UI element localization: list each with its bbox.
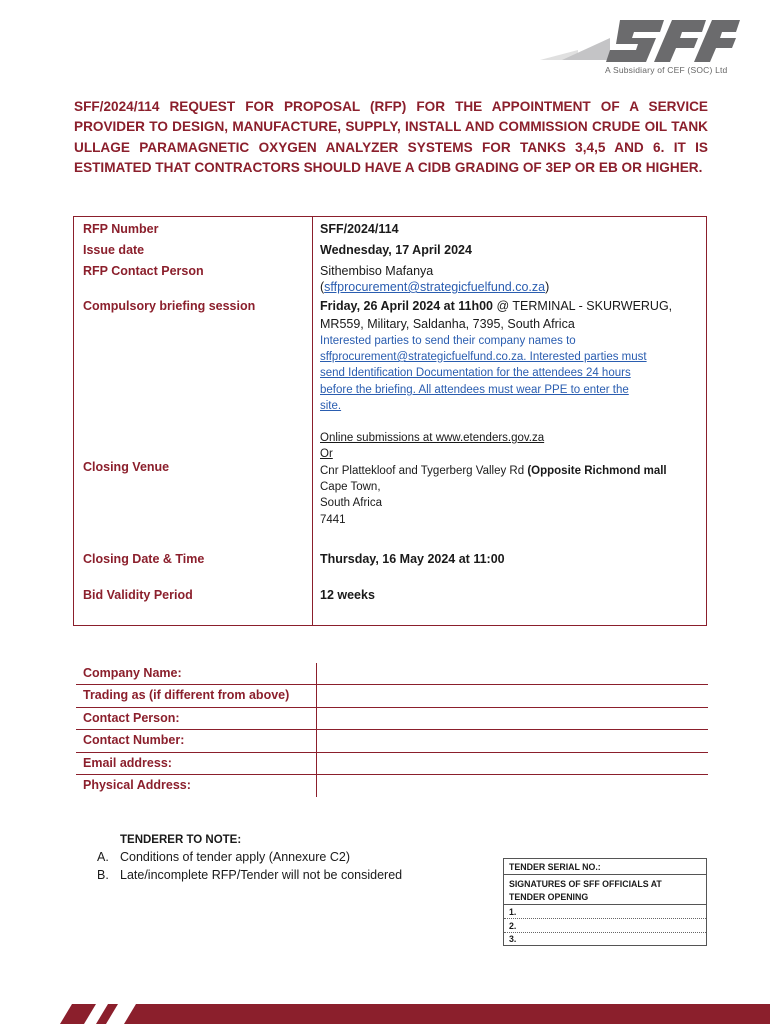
logo-subsidiary-text: A Subsidiary of CEF (SOC) Ltd	[605, 65, 728, 75]
bid-validity-label: Bid Validity Period	[83, 588, 193, 602]
notes-title: TENDERER TO NOTE:	[120, 834, 242, 846]
briefing-details-line-1	[320, 298, 672, 314]
form-label: Company Name:	[83, 666, 182, 680]
briefing-note-3[interactable]: send Identification Documentation for the attendees 24 hours	[320, 367, 631, 379]
contact-email-line	[320, 279, 549, 295]
venue-address-3: South Africa	[320, 497, 383, 509]
form-row-contact-number[interactable]	[76, 730, 708, 752]
briefing-where-1: @ TERMINAL - SKURWERUG,	[493, 299, 673, 313]
footer-stripe	[60, 1004, 96, 1024]
form-row-physical-address[interactable]	[76, 775, 708, 797]
form-label: Trading as (if different from above)	[83, 688, 290, 703]
signature-row-2[interactable]: 2.	[504, 920, 706, 933]
venue-address-1	[320, 463, 667, 479]
form-row-contact-person[interactable]	[76, 708, 708, 730]
form-row-company-name[interactable]	[76, 663, 708, 685]
table-column-divider	[312, 217, 313, 625]
venue-address-2: Cape Town,	[320, 481, 381, 493]
form-label: Contact Person:	[83, 710, 180, 725]
briefing-when: Friday, 26 April 2024 at 11h00	[320, 299, 494, 313]
closing-date-label: Closing Date & Time	[83, 552, 205, 566]
logo-swoosh-mid	[562, 38, 610, 60]
footer-stripe	[96, 1004, 118, 1024]
note-text: Late/incomplete RFP/Tender will not be considered	[120, 868, 403, 882]
footer-stripes	[0, 1000, 770, 1024]
form-label: Contact Number:	[83, 733, 185, 748]
paren-close: )	[545, 280, 550, 294]
issue-date-label: Issue date	[83, 243, 145, 257]
contact-email-link[interactable]: sffprocurement@strategicfuelfund.co.za	[324, 280, 546, 294]
form-row-email[interactable]	[76, 753, 708, 775]
venue-street: Cnr Plattekloof and Tygerberg Valley Rd	[320, 465, 528, 477]
note-item	[97, 850, 350, 864]
closing-venue-label: Closing Venue	[83, 460, 170, 474]
briefing-note-1: Interested parties to send their company names to	[320, 335, 576, 347]
company-details-form	[76, 663, 708, 797]
briefing-note-5[interactable]: site.	[320, 400, 342, 412]
bid-validity-value: 12 weeks	[320, 588, 375, 602]
note-key: A.	[97, 850, 109, 864]
footer-band	[124, 1004, 770, 1024]
contact-person-label: RFP Contact Person	[83, 264, 204, 278]
note-item	[97, 868, 402, 882]
briefing-where-2: MR559, Military, Saldanha, 7395, South Africa	[320, 317, 575, 331]
serial-label: TENDER SERIAL NO.:	[504, 859, 706, 875]
note-text: Conditions of tender apply (Annexure C2)	[120, 850, 350, 864]
issue-date-value: Wednesday, 17 April 2024	[320, 243, 472, 257]
tender-serial-box	[503, 858, 707, 946]
rfp-number-label: RFP Number	[83, 222, 159, 236]
closing-date-value: Thursday, 16 May 2024 at 11:00	[320, 552, 505, 566]
signature-row-1[interactable]: 1.	[504, 906, 706, 919]
note-key: B.	[97, 868, 109, 882]
venue-landmark: (Opposite Richmond mall	[527, 465, 667, 477]
venue-online[interactable]: Online submissions at www.etenders.gov.za	[320, 432, 545, 444]
rfp-number-value: SFF/2024/114	[320, 222, 399, 236]
rfp-details-table	[73, 216, 707, 626]
signature-row-3[interactable]: 3.	[509, 934, 517, 944]
briefing-note-2[interactable]: sffprocurement@strategicfuelfund.co.za. Interested parties must	[320, 351, 647, 363]
signatures-label	[504, 875, 706, 905]
document-title: SFF/2024/114 REQUEST FOR PROPOSAL (RFP) FOR THE APPOINTMENT OF A SERVICE PROVIDER TO DESIGN, MANUFACTURE, SUPPLY, INSTALL AND COMMISSION CRUDE OIL TANK ULLAGE PARAMAGNETIC OXYGEN ANALYZER SYSTEMS FOR TANKS 3,4,5 AND 6. IT IS ESTIMATED THAT CONTRACTORS SHOULD HAVE A CIDB GRADING OF 3EP OR EB OR HIGHER.	[74, 99, 708, 176]
form-label: Physical Address:	[83, 778, 191, 792]
venue-address-4: 7441	[320, 514, 346, 526]
briefing-note-4[interactable]: before the briefing. All attendees must wear PPE to enter the	[320, 384, 629, 396]
briefing-label: Compulsory briefing session	[83, 299, 256, 313]
signatures-label-2: TENDER OPENING	[509, 892, 589, 902]
form-label: Email address:	[83, 755, 172, 770]
signatures-label-1: SIGNATURES OF SFF OFFICIALS AT	[509, 879, 662, 889]
venue-or: Or	[320, 448, 333, 460]
contact-person-name: Sithembiso Mafanya	[320, 264, 434, 278]
logo-letters	[606, 20, 740, 62]
form-row-trading-as[interactable]	[76, 685, 708, 707]
paren-open: (	[320, 280, 325, 294]
